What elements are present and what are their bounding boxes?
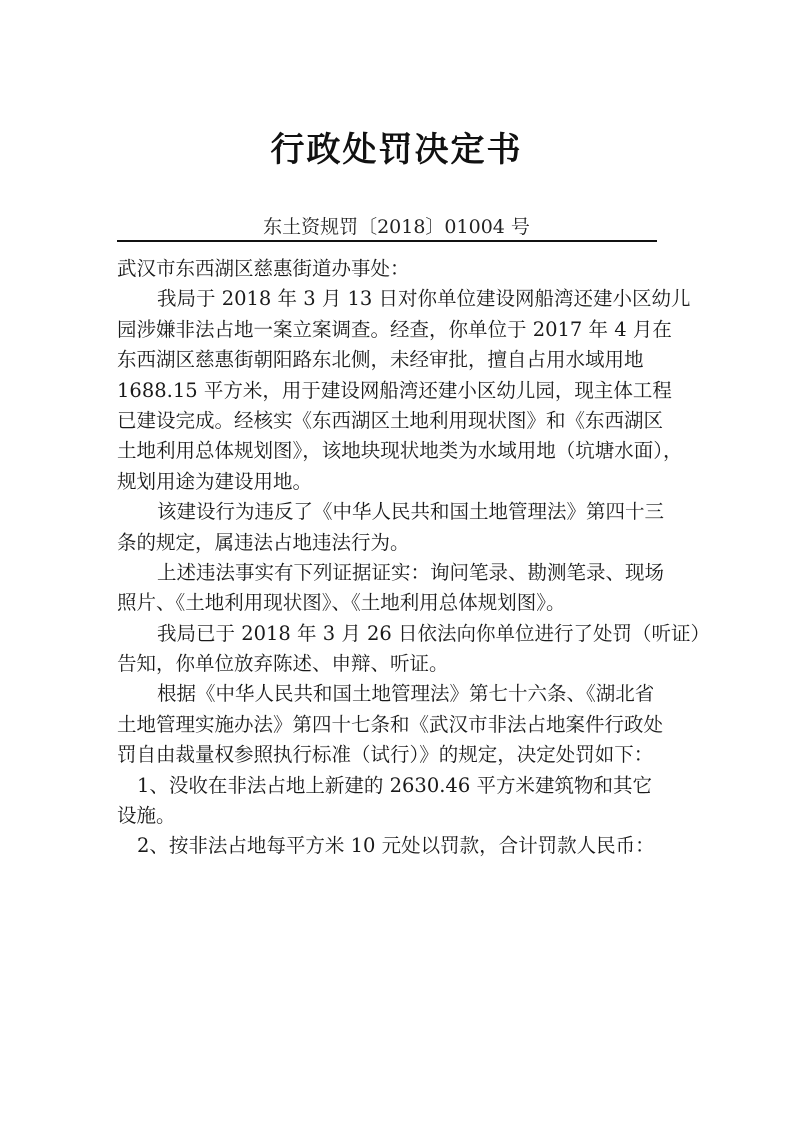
paragraph <box>117 284 691 497</box>
paragraph-line: 1688.15 平方米，用于建设网船湾还建小区幼儿园，现主体工程 <box>117 378 672 402</box>
recipient-line: 武汉市东西湖区慈惠街道办事处： <box>117 257 410 280</box>
paragraph-line: 告知，你单位放弃陈述、申辩、听证。 <box>117 652 449 676</box>
paragraph <box>117 497 665 558</box>
paragraph-line: 东西湖区慈惠街朝阳路东北侧，未经审批，擅自占用水域用地 <box>117 348 644 372</box>
paragraph-line: 罚自由裁量权参照执行标准（试行）》的规定，决定处罚如下： <box>117 743 654 767</box>
paragraph-line: 该建设行为违反了《中华人民共和国土地管理法》第四十三 <box>157 500 665 524</box>
paragraph-line: 照片、《土地利用现状图》、《土地利用总体规划图》。 <box>117 591 566 615</box>
paragraph-line: 条的规定，属违法占地违法行为。 <box>117 530 410 554</box>
paragraphs <box>117 284 711 861</box>
paragraph-line: 规划用途为建设用地。 <box>117 469 313 493</box>
paragraph-line: 土地利用总体规划图》，该地块现状地类为水域用地（坑塘水面）， <box>117 439 683 463</box>
paragraph-line: 土地管理实施办法》第四十七条和《武汉市非法占地案件行政处 <box>117 712 664 736</box>
paragraph <box>117 558 665 619</box>
paragraph-line: 设施。 <box>117 804 176 828</box>
paragraph <box>117 771 662 832</box>
paragraph <box>117 679 662 770</box>
paragraph <box>117 619 711 680</box>
paragraph-line: 园涉嫌非法占地一案立案调查。经查，你单位于 2017 年 4 月在 <box>117 317 672 341</box>
document-body <box>117 254 711 862</box>
paragraph-line: 2、按非法占地每平方米 10 元处以罚款，合计罚款人民币： <box>137 834 655 858</box>
paragraph-line: 根据《中华人民共和国土地管理法》第七十六条、《湖北省 <box>157 682 655 706</box>
paragraph <box>117 831 662 861</box>
document-number: 东土资规罚〔2018〕01004 号 <box>263 216 530 238</box>
paragraph-line: 我局于 2018 年 3 月 13 日对你单位建设网船湾还建小区幼儿 <box>157 287 691 311</box>
document-title: 行政处罚决定书 <box>270 130 523 170</box>
paragraph-line: 上述违法事实有下列证据证实：询问笔录、勘测笔录、现场 <box>157 560 665 584</box>
header-rule <box>117 240 657 242</box>
paragraph-line: 1、没收在非法占地上新建的 2630.46 平方米建筑物和其它 <box>137 773 652 797</box>
paragraph-line: 已建设完成。经核实《东西湖区土地利用现状图》和《东西湖区 <box>117 408 664 432</box>
paragraph-line: 我局已于 2018 年 3 月 26 日依法向你单位进行了处罚（听证） <box>157 621 711 645</box>
